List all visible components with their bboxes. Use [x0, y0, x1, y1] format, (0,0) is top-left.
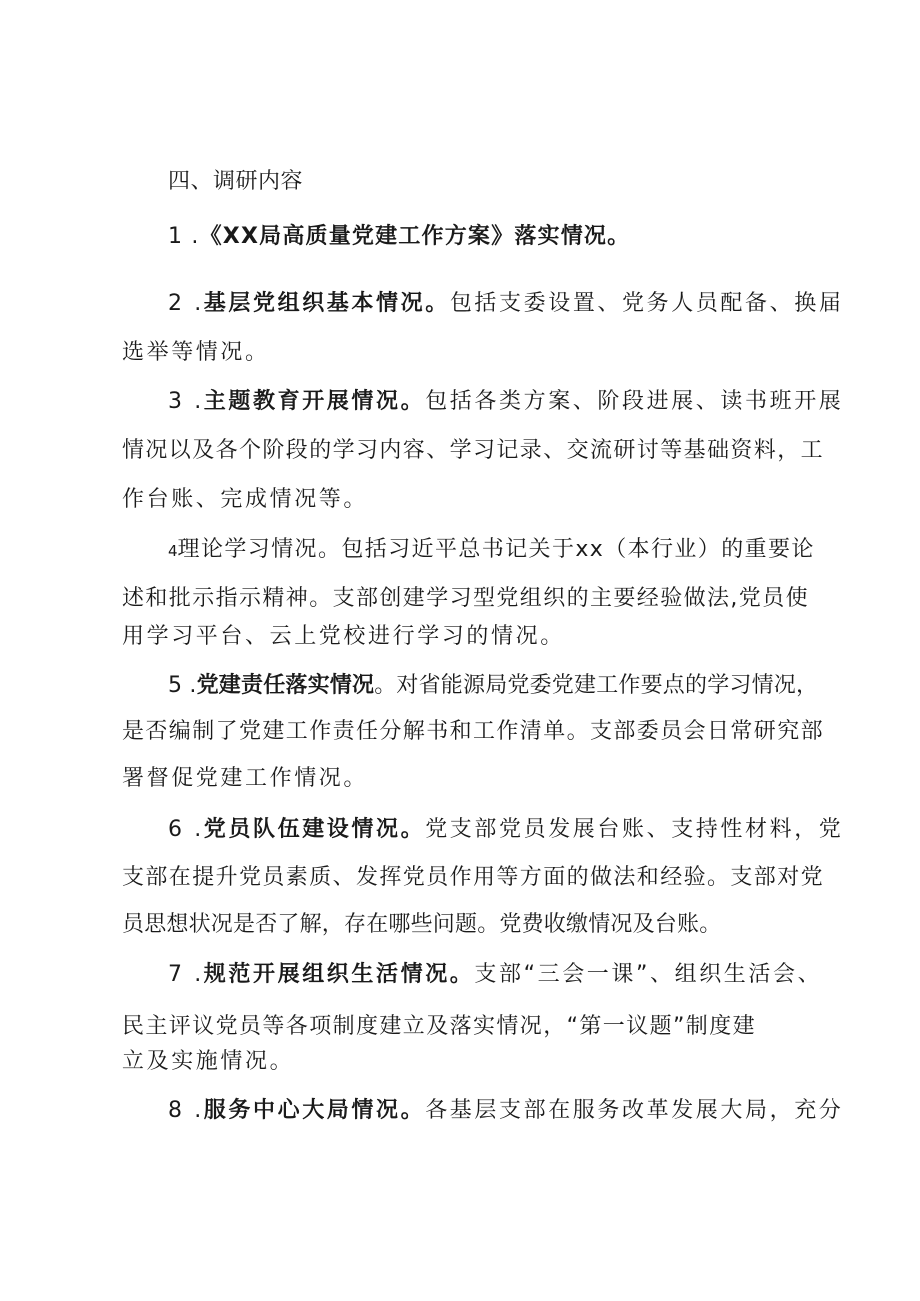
item-4-line-2	[122, 584, 809, 614]
item-4-continuation-2: 用学习平台、云上党校进行学习的情况。	[122, 624, 565, 649]
item-8-title: 服务中心大局情况。	[203, 1098, 426, 1123]
item-7-sep: .	[184, 962, 204, 987]
item-7-continuation-1: 民主评议党员等各项制度建立及落实情况，“第一议题”制度建	[122, 1014, 756, 1039]
item-7-title: 规范开展组织生活情况。	[203, 962, 475, 987]
item-8-sep: .	[184, 1098, 204, 1123]
item-4-title: 理论学习情况。	[177, 537, 342, 562]
item-5-continuation-2: 署督促党建工作情况。	[122, 766, 369, 791]
section-heading-text: 四、调研内容	[168, 169, 304, 194]
item-7-line-1	[168, 960, 822, 990]
item-7-continuation-2: 立及实施情况。	[122, 1049, 295, 1074]
item-3-text: 包括各类方案、阶段进展、读书班开展	[425, 389, 844, 414]
item-5-sep: .	[182, 673, 197, 698]
item-6-line-1	[168, 815, 843, 845]
item-6-continuation-2: 员思想状况是否了解，存在哪些问题。党费收缴情况及台账。	[122, 912, 722, 937]
item-3-line-2	[122, 436, 824, 466]
item-7-line-3	[122, 1047, 294, 1077]
item-5-line-2	[122, 717, 824, 747]
item-3-continuation-1: 情况以及各个阶段的学习内容、学习记录、交流研讨等基础资料，工	[122, 438, 825, 463]
item-2-line-2	[122, 338, 270, 368]
item-6-line-2	[122, 863, 824, 893]
item-7-line-2	[122, 1012, 756, 1042]
item-4-text: 包括习近平总书记关于xx（本行业）的重要论	[341, 537, 815, 562]
item-2-line-1	[168, 289, 843, 319]
item-1-sep: .	[183, 224, 200, 249]
item-6-continuation-1: 支部在提升党员素质、发挥党员作用等方面的做法和经验。支部对党	[122, 865, 825, 890]
item-3-line-3	[122, 485, 368, 515]
item-6-text: 党支部党员发展台账、支持性材料，党	[425, 817, 844, 842]
item-4-continuation-1: 述和批示指示精神。支部创建学习型党组织的主要经验做法,党员使	[122, 586, 809, 611]
item-3-title: 主题教育开展情况。	[203, 389, 426, 414]
item-5-line-3	[122, 764, 368, 794]
item-6-title: 党员队伍建设情况。	[203, 817, 426, 842]
item-4-line-1	[168, 535, 815, 566]
item-5-continuation-1: 是否编制了党建工作责任分解书和工作清单。支部委员会日常研究部	[122, 719, 825, 744]
item-3-continuation-2: 作台账、完成情况等。	[122, 487, 369, 512]
item-8-text: 各基层支部在服务改革发展大局，充分	[425, 1098, 844, 1123]
item-2-number: 2	[168, 291, 185, 316]
item-6-number: 6	[168, 817, 185, 842]
item-8-line-1	[168, 1096, 843, 1126]
item-6-line-3	[122, 910, 721, 940]
item-2-text: 包括支委设置、党务人员配备、换届	[449, 291, 844, 316]
item-1	[168, 222, 630, 252]
item-6-sep: .	[184, 817, 204, 842]
section-heading	[168, 167, 303, 197]
item-5-title: 党建责任落实情况	[196, 673, 375, 698]
item-5-line-1	[168, 671, 818, 701]
item-2-title: 基层党组织基本情况。	[203, 291, 450, 316]
item-5-number: 5	[168, 673, 183, 698]
item-4-line-3	[122, 622, 565, 652]
item-5-text: 。对省能源局党委党建工作要点的学习情况，	[374, 673, 819, 698]
item-3-line-1	[168, 387, 843, 417]
item-3-number: 3	[168, 389, 185, 414]
item-1-number: 1	[168, 224, 184, 249]
item-3-sep: .	[184, 389, 204, 414]
item-8-number: 8	[168, 1098, 185, 1123]
item-7-number: 7	[168, 962, 185, 987]
item-4-number: 4	[168, 542, 178, 560]
item-7-text: 支部“三会一课”、组织生活会、	[474, 962, 823, 987]
item-1-title: 《XX局高质量党建工作方案》落实情况。	[199, 224, 631, 249]
item-2-continuation: 选举等情况。	[122, 340, 270, 365]
item-2-sep: .	[184, 291, 204, 316]
